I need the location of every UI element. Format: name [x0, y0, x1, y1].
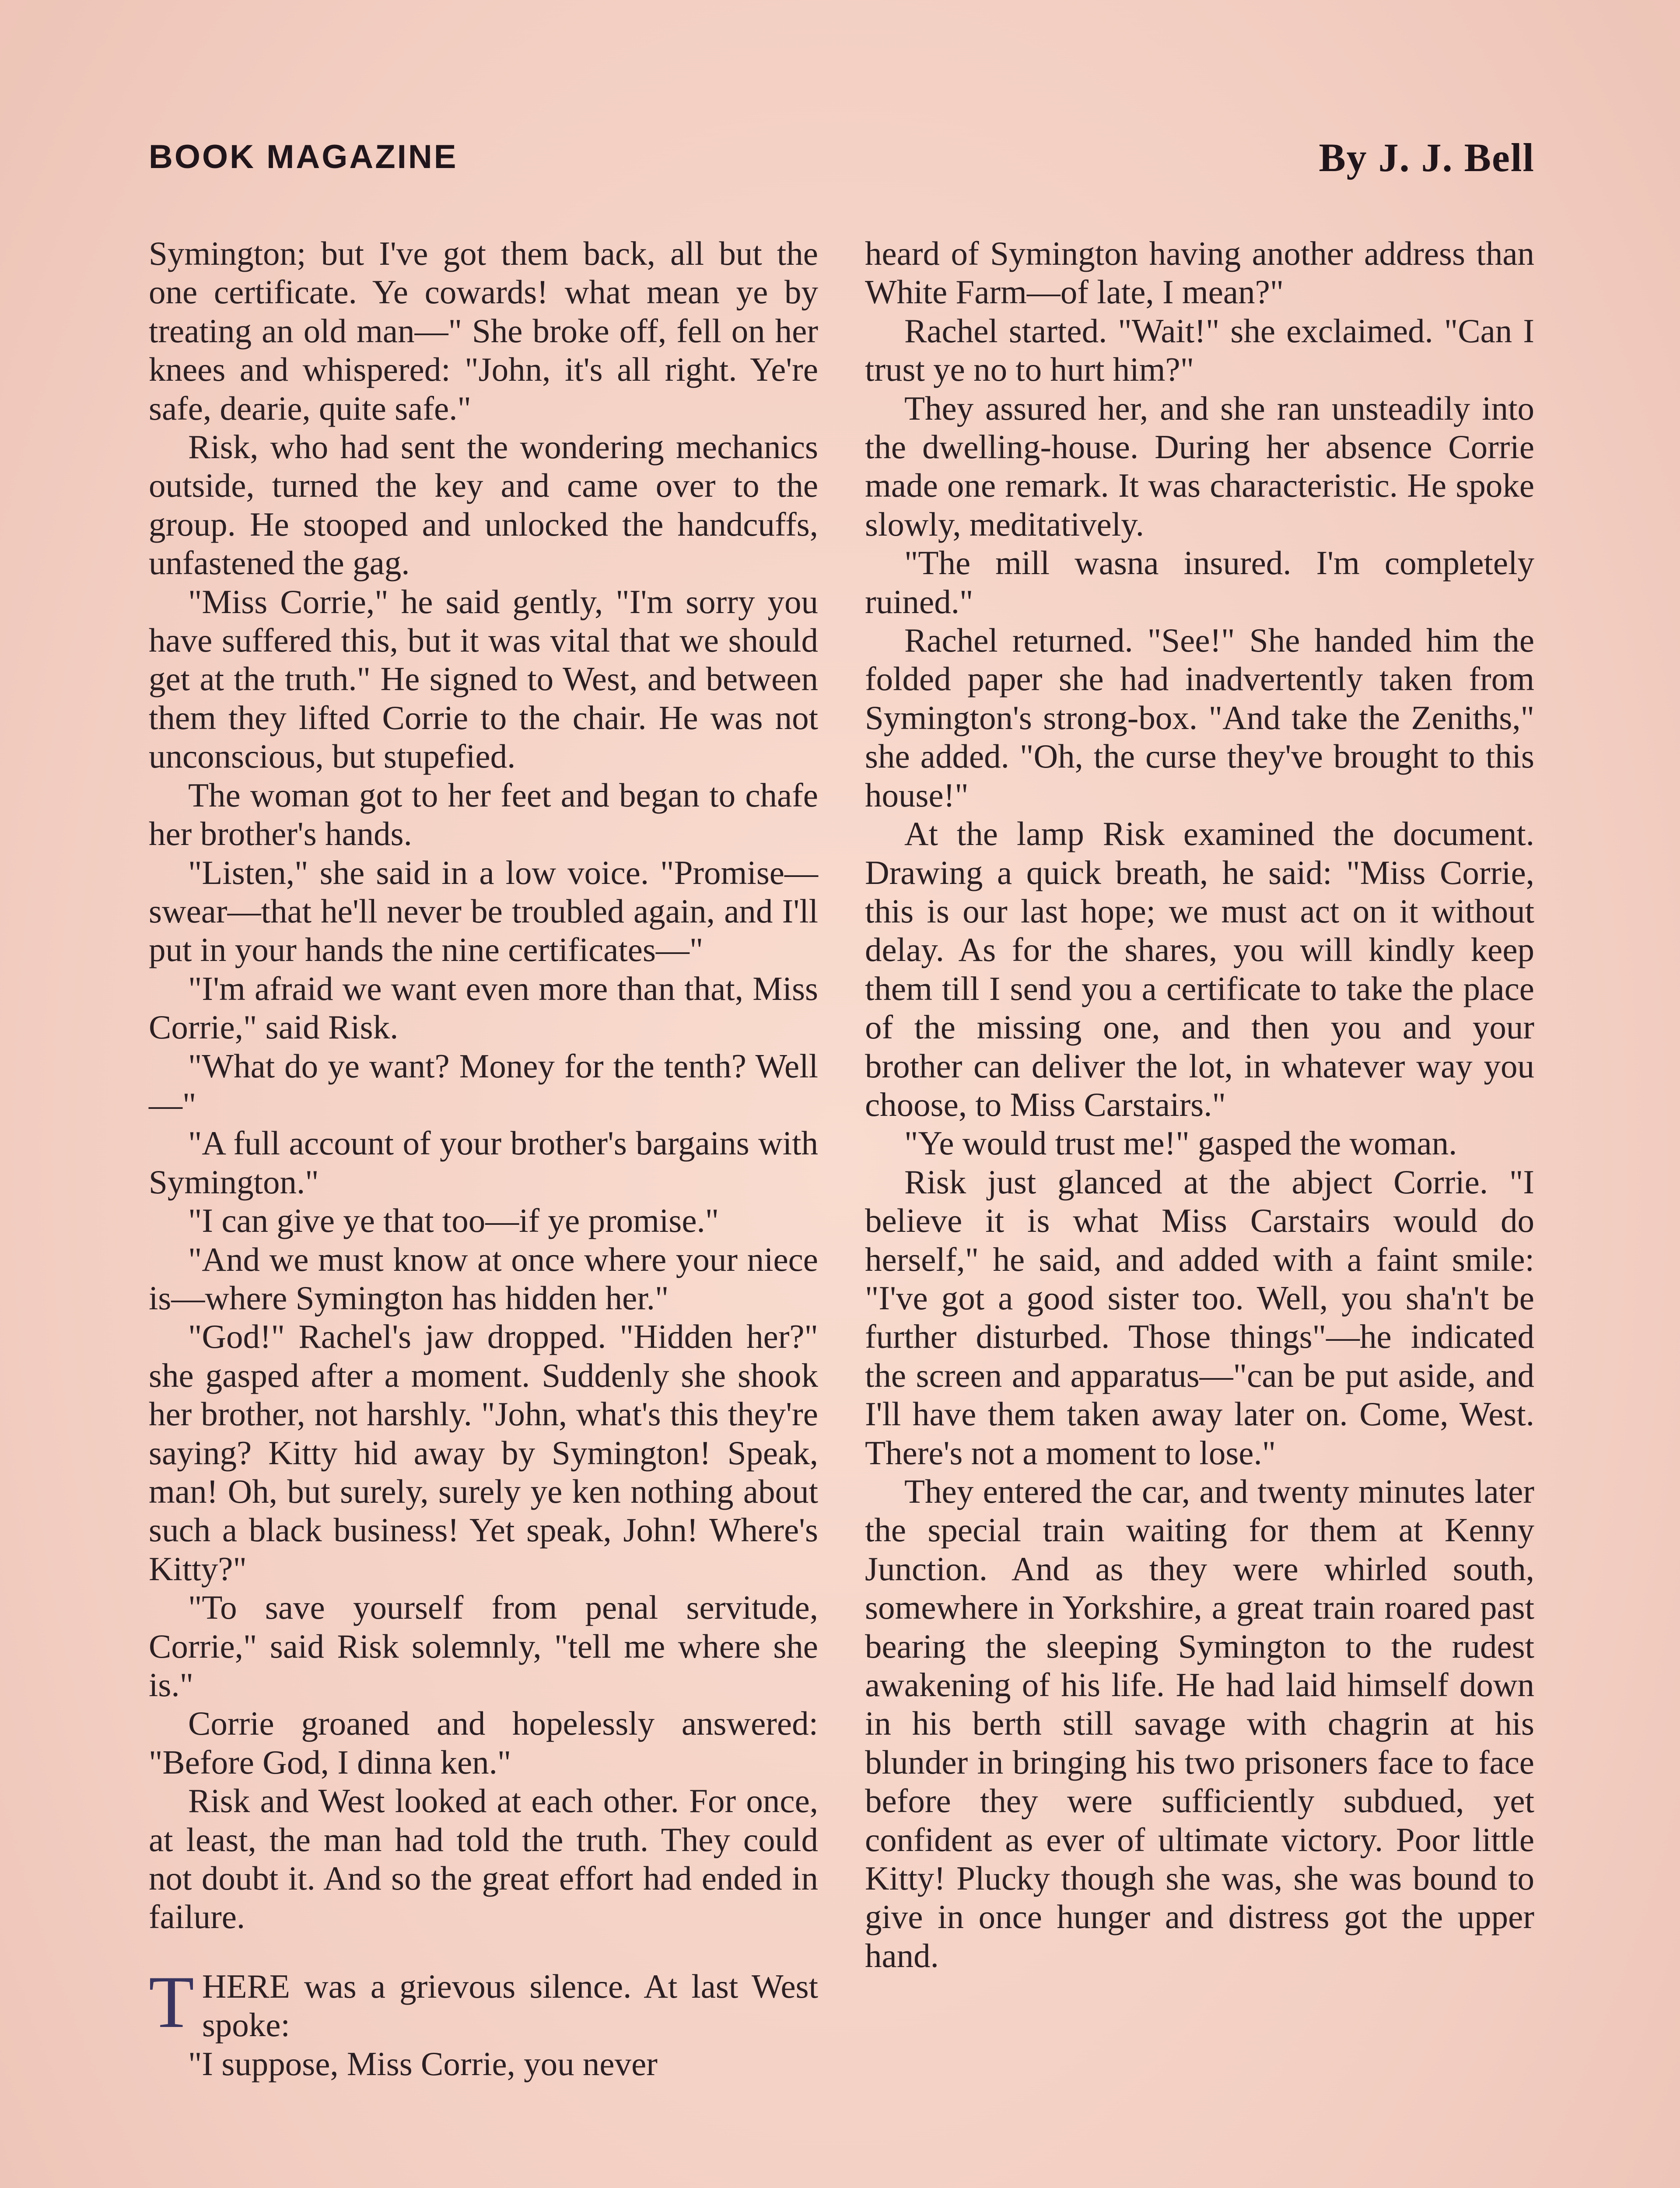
byline: By J. J. Bell: [1319, 135, 1535, 180]
paragraph: Risk just glanced at the abject Corrie. "I believe it is what Miss Carstairs would do herself," he said, and added with a faint smile: "I've got a good sister too. Well, you sha'n't be further disturbed. Those things"—he indicated the screen and apparatus—"can be put aside, and I'll have them taken away later on. Come, West. There's not a moment to lose.": [865, 1163, 1534, 1472]
paragraph: "God!" Rachel's jaw dropped. "Hidden her?" she gasped after a moment. Suddenly she shook her brother, not harshly. "John, what's this they're saying? Kitty hid away by Symington! Speak, man! Oh, but surely, surely ye ken nothing about such a black business! Yet speak, John! Where's Kitty?": [149, 1318, 818, 1588]
paragraph: "Miss Corrie," he said gently, "I'm sorry you have suffered this, but it was vital that we should get at the truth." He signed to West, and between them they lifted Corrie to the chair. He was not unconscious, but stupefied.: [149, 582, 818, 775]
paragraph: "I suppose, Miss Corrie, you never: [188, 2044, 658, 2083]
paragraph: "Ye would trust me!" gasped the woman.: [904, 1124, 1457, 1162]
paragraph: They assured her, and she ran unsteadily into the dwelling-house. During her absence Corrie made one remark. It was characteristic. He spoke slowly, meditatively.: [865, 389, 1534, 543]
paragraph: "And we must know at once where your niece is—where Symington has hidden her.": [149, 1240, 818, 1317]
section-opening-text: HERE was a grievous silence. At last West spoke:: [202, 1967, 818, 2044]
paragraph: Symington; but I've got them back, all but the one certificate. Ye cowards! what mean ye by treating an old man—" She broke off, fell on her knees and whispered: "John, it's all right. Ye're safe, dearie, quite safe.": [149, 235, 818, 427]
paragraph: The woman got to her feet and began to chafe her brother's hands.: [149, 776, 818, 853]
paragraph: At the lamp Risk examined the document. Drawing a quick breath, he said: "Miss Corrie, this is our last hope; we must act on it without delay. As for the shares, you will kindly keep them till I send you a certificate to take the place of the missing one, and then you and your brother can deliver the lot, in whatever way you choose, to Miss Carstairs.": [865, 815, 1534, 1123]
paragraph: "I can give ye that too—if ye promise.": [188, 1202, 719, 1240]
section-opening-paragraph: [149, 1960, 818, 2044]
left-column: [149, 234, 818, 2083]
paragraph: "A full account of your brother's bargains with Symington.": [149, 1124, 818, 1201]
paragraph: "I'm afraid we want even more than that, Miss Corrie," said Risk.: [149, 969, 818, 1046]
running-header: [149, 135, 1535, 186]
paragraph: "What do ye want? Money for the tenth? Well—": [149, 1047, 818, 1123]
paragraph: They entered the car, and twenty minutes later the special train waiting for them at Kenny Junction. And as they were whirled south, somewhere in Yorkshire, a great train roared past bearing the sleeping Symington to the rudest awakening of his life. He had laid himself down in his berth still savage with chagrin at his blunder in bringing his two prisoners face to face before they were sufficiently subdued, yet confident as ever of ultimate victory. Poor little Kitty! Plucky though she was, she was bound to give in once hunger and distress got the upper hand.: [865, 1473, 1534, 1974]
left-paragraphs-end: [149, 2044, 818, 2083]
magazine-title: BOOK MAGAZINE: [149, 138, 458, 175]
paragraph: Rachel started. "Wait!" she exclaimed. "Can I trust ye no to hurt him?": [865, 312, 1534, 389]
paragraph: "Listen," she said in a low voice. "Promise—swear—that he'll never be troubled again, and I'll put in your hands the nine certificates—": [149, 853, 818, 969]
left-paragraphs: [149, 234, 818, 1936]
right-column: [865, 234, 1534, 1975]
paragraph: Rachel returned. "See!" She handed him the folded paper she had inadvertently taken from Symington's strong-box. "And take the Zeniths," she added. "Oh, the curse they've brought to this house!": [865, 621, 1534, 814]
paragraph: "To save yourself from penal servitude, Corrie," said Risk solemnly, "tell me where she is.": [149, 1588, 818, 1704]
paragraph: Corrie groaned and hopelessly answered: "Before God, I dinna ken.": [149, 1704, 818, 1781]
paragraph: Risk, who had sent the wondering mechanics outside, turned the key and came over to the group. He stooped and unlocked the handcuffs, unfastened the gag.: [149, 428, 818, 582]
paragraph: Risk and West looked at each other. For once, at least, the man had told the truth. They could not doubt it. And so the great effort had ended in failure.: [149, 1782, 818, 1936]
paragraph: "The mill wasna insured. I'm completely ruined.": [865, 544, 1534, 621]
drop-cap: T: [149, 1960, 194, 2043]
right-paragraphs: [865, 234, 1534, 1975]
paragraph: heard of Symington having another address than White Farm—of late, I mean?": [865, 235, 1534, 311]
